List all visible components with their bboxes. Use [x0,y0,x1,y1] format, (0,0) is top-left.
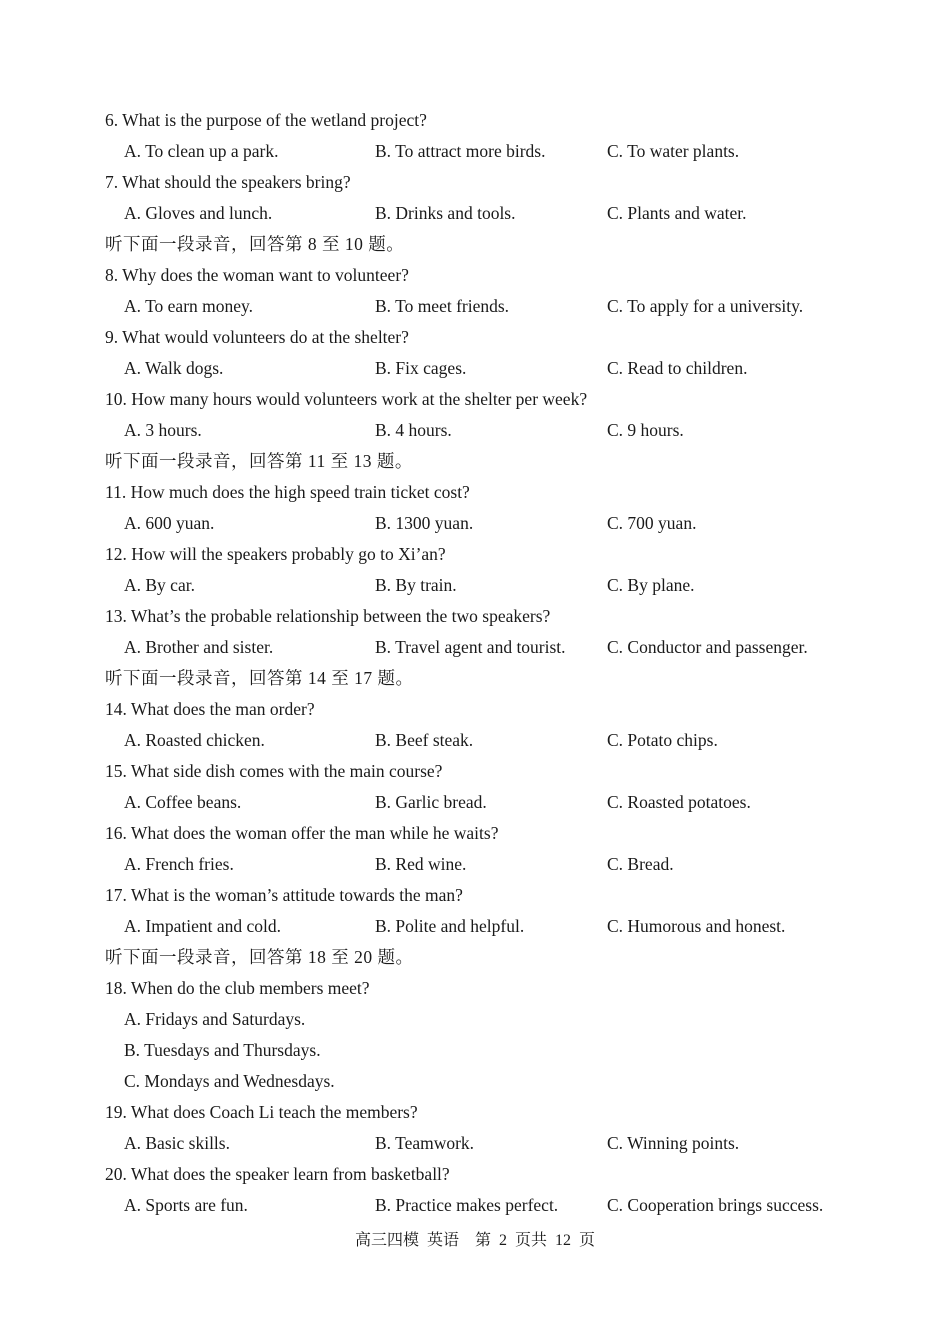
option-row [105,136,885,167]
question-text: 11. How much does the high speed train ticket cost? [105,482,470,502]
question-text: 9. What would volunteers do at the shelter? [105,327,409,347]
question-text: 14. What does the man order? [105,699,315,719]
option-c: C. Roasted potatoes. [607,792,751,812]
option-row [105,725,885,756]
option-a: A. 600 yuan. [124,513,215,533]
option-a: A. Walk dogs. [124,358,224,378]
question-text: 20. What does the speaker learn from basketball? [105,1164,450,1184]
question-text: 10. How many hours would volunteers work at the shelter per week? [105,389,588,409]
option-c: C. 9 hours. [607,420,684,440]
option-row [105,353,885,384]
option-a: A. Impatient and cold. [124,916,281,936]
question-text: 8. Why does the woman want to volunteer? [105,265,409,285]
option-c: C. Humorous and honest. [607,916,786,936]
option-b: B. Fix cages. [375,358,467,378]
question-text: 17. What is the woman’s attitude towards the man? [105,885,463,905]
option-b: B. Travel agent and tourist. [375,637,566,657]
question-text: 12. How will the speakers probably go to Xi’an? [105,544,446,564]
option-b: B. Red wine. [375,854,467,874]
option-a: A. French fries. [124,854,234,874]
option-a: A. Brother and sister. [124,637,274,657]
option-b: B. Polite and helpful. [375,916,525,936]
option-row [105,508,885,539]
option-c: C. Cooperation brings success. [607,1195,824,1215]
option-c: C. Conductor and passenger. [607,637,808,657]
question-text: 6. What is the purpose of the wetland project? [105,110,427,130]
option-a: A. Coffee beans. [124,792,242,812]
option-line: C. Mondays and Wednesdays. [124,1071,335,1091]
option-b: B. By train. [375,575,457,595]
option-b: B. To attract more birds. [375,141,546,161]
option-c: C. To apply for a university. [607,296,804,316]
option-b: B. Drinks and tools. [375,203,516,223]
option-row [105,911,885,942]
option-c: C. To water plants. [607,141,740,161]
option-row [105,570,885,601]
option-a: A. Roasted chicken. [124,730,265,750]
option-a: A. By car. [124,575,195,595]
option-c: C. Potato chips. [607,730,718,750]
option-row [105,1190,885,1221]
option-row [105,849,885,880]
section-instruction: 听下面一段录音，回答第 14 至 17 题。 [105,668,414,688]
option-c: C. Winning points. [607,1133,740,1153]
question-text: 18. When do the club members meet? [105,978,370,998]
option-c: C. 700 yuan. [607,513,697,533]
option-b: B. 4 hours. [375,420,452,440]
question-text: 19. What does Coach Li teach the members? [105,1102,418,1122]
option-b: B. Teamwork. [375,1133,475,1153]
question-list [105,105,885,1221]
question-text: 13. What’s the probable relationship between the two speakers? [105,606,551,626]
option-row [105,632,885,663]
option-a: A. 3 hours. [124,420,202,440]
option-b: B. Garlic bread. [375,792,487,812]
option-c: C. Bread. [607,854,674,874]
option-line: B. Tuesdays and Thursdays. [124,1040,321,1060]
option-row [105,415,885,446]
option-a: A. Basic skills. [124,1133,230,1153]
section-instruction: 听下面一段录音，回答第 8 至 10 题。 [105,234,405,254]
option-b: B. Practice makes perfect. [375,1195,559,1215]
section-instruction: 听下面一段录音，回答第 11 至 13 题。 [105,451,413,471]
option-c: C. Plants and water. [607,203,747,223]
option-c: C. Read to children. [607,358,748,378]
option-a: A. To clean up a park. [124,141,279,161]
option-row [105,1128,885,1159]
option-b: B. To meet friends. [375,296,510,316]
option-row [105,291,885,322]
option-row [105,198,885,229]
section-instruction: 听下面一段录音，回答第 18 至 20 题。 [105,947,414,967]
option-b: B. 1300 yuan. [375,513,474,533]
question-text: 7. What should the speakers bring? [105,172,351,192]
option-a: A. To earn money. [124,296,254,316]
option-a: A. Gloves and lunch. [124,203,273,223]
question-text: 16. What does the woman offer the man while he waits? [105,823,499,843]
option-a: A. Sports are fun. [124,1195,248,1215]
page-footer: 高三四模 英语 第 2 页共 12 页 [354,1232,595,1249]
question-text: 15. What side dish comes with the main course? [105,761,443,781]
option-row [105,787,885,818]
option-b: B. Beef steak. [375,730,474,750]
option-c: C. By plane. [607,575,695,595]
option-line: A. Fridays and Saturdays. [124,1009,306,1029]
